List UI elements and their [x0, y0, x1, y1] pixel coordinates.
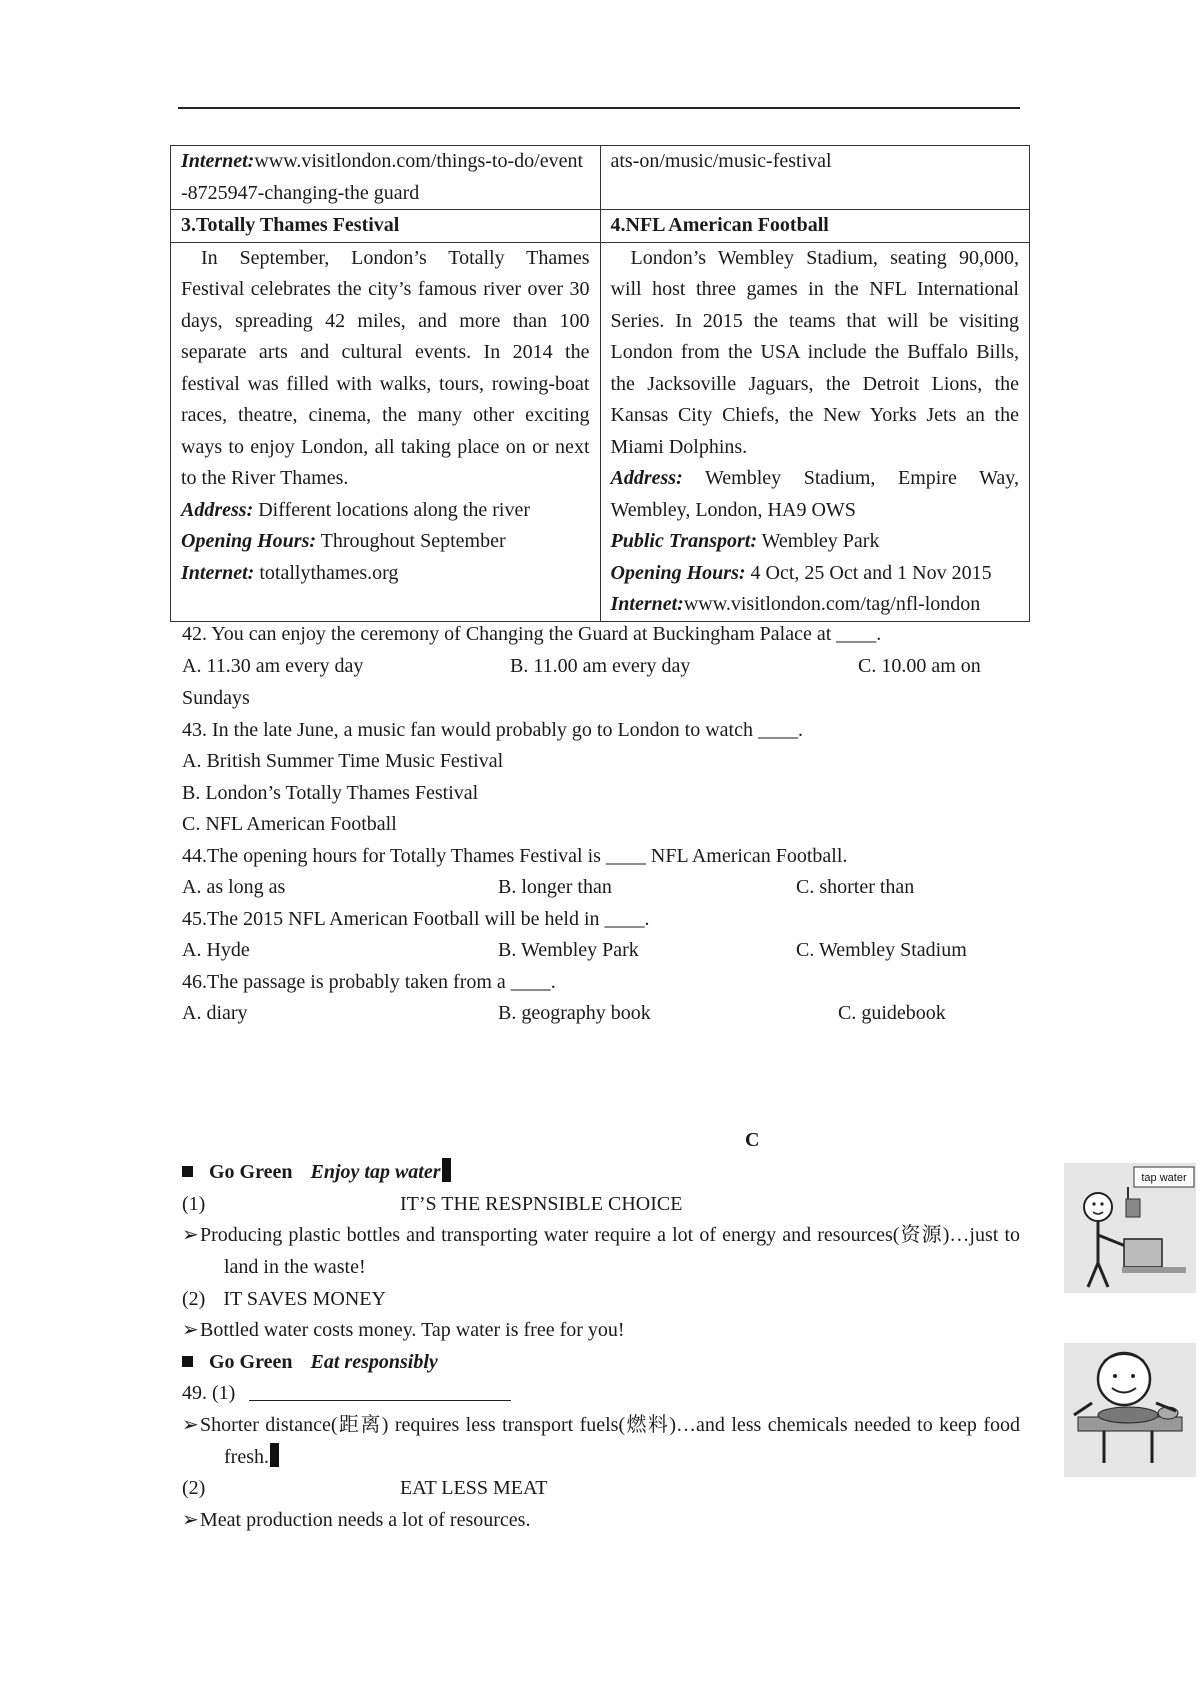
internet-url-part2: ats-on/music/music-festival [610, 150, 832, 172]
header-rule [178, 107, 1020, 109]
answer-blank-line[interactable] [249, 1380, 511, 1401]
tap-water-sign: tap water [1141, 1172, 1187, 1184]
internet-label: Internet: [181, 150, 255, 172]
heading-totally-thames: 3.Totally Thames Festival [171, 210, 601, 243]
item-heading: (1) IT’S THE RESPNSIBLE CHOICE [182, 1193, 683, 1215]
nfl-internet: Internet:www.visitlondon.com/tag/nfl-london [610, 593, 981, 615]
table-cell-nfl [600, 242, 1030, 621]
arrow-item: ➢Producing plastic bottles and transporting water require a lot of energy and resources(资源)…just to land in the waste! [182, 1220, 1020, 1283]
thames-body: In September, London’s Totally Thames Festival celebrates the city’s famous river over 30 days, spreading 42 miles, and more than 100 separate arts and cultural events. In 2014 the festival was filled with walks, tours, rowing-boat races, theatre, cinema, the many other exciting ways to enjoy London, all taking place on or next to the River Thames. [181, 246, 590, 489]
arrow-item: ➢Bottled water costs money. Tap water is free for you! [182, 1315, 1020, 1347]
option-b: B. London’s Totally Thames Festival [182, 782, 479, 804]
option-c: C. shorter than [796, 876, 915, 898]
square-bullet-icon [182, 1356, 193, 1367]
option-b: B. 11.00 am every day [510, 655, 691, 677]
nfl-body: London’s Wembley Stadium, seating 90,000, will host three games in the NFL International Series. In 2015 the teams that will be visiting London from the USA include the Buffalo Bills, the Jacksoville Jaguars, the Detroit Lions, the Kansas City Chiefs, the New Yorks Jets an the Miami Dolphins. [610, 246, 1019, 458]
option-b: B. Wembley Park [498, 939, 639, 961]
question-46: 46.The passage is probably taken from a ____. [182, 971, 556, 993]
options-44 [182, 872, 1020, 904]
question-45: 45.The 2015 NFL American Football will be held in ____. [182, 908, 650, 930]
option-c: C. Wembley Stadium [796, 939, 967, 961]
item-heading: (2) EAT LESS MEAT [182, 1477, 548, 1499]
thames-address: Address: Different locations along the river [181, 498, 530, 521]
arrow-bullet-icon: ➢ [182, 1414, 199, 1436]
text-cursor-icon [442, 1158, 451, 1182]
nfl-hours: Opening Hours: 4 Oct, 25 Oct and 1 Nov 2015 [610, 561, 992, 584]
table-row [171, 210, 1030, 243]
option-c: C. 10.00 am on [858, 655, 981, 677]
table-row [171, 146, 1030, 210]
option-a: A. as long as [182, 876, 286, 898]
arrow-bullet-icon: ➢ [182, 1319, 199, 1341]
heading-nfl-football: 4.NFL American Football [600, 210, 1030, 243]
option-a: A. British Summer Time Music Festival [182, 750, 504, 772]
info-table [170, 145, 1030, 622]
option-b: B. longer than [498, 876, 612, 898]
options-42 [182, 651, 1020, 683]
question-44: 44.The opening hours for Totally Thames Festival is ____ NFL American Football. [182, 845, 848, 867]
answer-blank-49: 49. (1) [182, 1378, 1020, 1410]
option-c-continued: Sundays [182, 687, 250, 709]
arrow-bullet-icon: ➢ [182, 1509, 199, 1531]
go-green-heading-2: Go Green Eat responsibly [182, 1347, 1020, 1379]
arrow-item: ➢Meat production needs a lot of resources. [182, 1505, 1020, 1537]
options-46 [182, 998, 1020, 1030]
text-cursor-icon [270, 1443, 279, 1467]
option-a: A. diary [182, 1002, 248, 1024]
section-letter: C [745, 1129, 760, 1151]
arrow-bullet-icon: ➢ [182, 1224, 199, 1246]
nfl-address: Address: Wembley Stadium, Empire Way, Wembley, London, HA9 OWS [610, 467, 1019, 521]
thames-hours: Opening Hours: Throughout September [181, 530, 506, 552]
option-a: A. 11.30 am every day [182, 655, 364, 677]
tap-water-illustration [1064, 1163, 1196, 1293]
options-45 [182, 935, 1020, 967]
option-c: C. guidebook [838, 1002, 946, 1024]
table-row [171, 242, 1030, 621]
option-c: C. NFL American Football [182, 813, 397, 835]
nfl-transport: Public Transport: Wembley Park [610, 530, 880, 552]
thames-internet: Internet: totallythames.org [181, 561, 399, 584]
option-b: B. geography book [498, 1002, 651, 1024]
question-42: 42. You can enjoy the ceremony of Changing the Guard at Buckingham Palace at ____. [182, 623, 882, 645]
question-43: 43. In the late June, a music fan would probably go to London to watch ____. [182, 719, 803, 741]
go-green-heading-1: Go Green Enjoy tap water [182, 1157, 1020, 1189]
table-cell-internet-right [600, 146, 1030, 210]
square-bullet-icon [182, 1166, 193, 1177]
option-a: A. Hyde [182, 939, 250, 961]
eating-illustration [1064, 1343, 1196, 1477]
internet-url-part1: www.visitlondon.com/things-to-do/event-8725947-changing-the guard [181, 150, 584, 204]
table-cell-internet-left [171, 146, 601, 210]
table-cell-thames [171, 242, 601, 621]
arrow-item: ➢Shorter distance(距离) requires less transport fuels(燃料)…and less chemicals needed to keep food fresh. [182, 1410, 1020, 1473]
item-heading: (2) IT SAVES MONEY [182, 1288, 386, 1310]
